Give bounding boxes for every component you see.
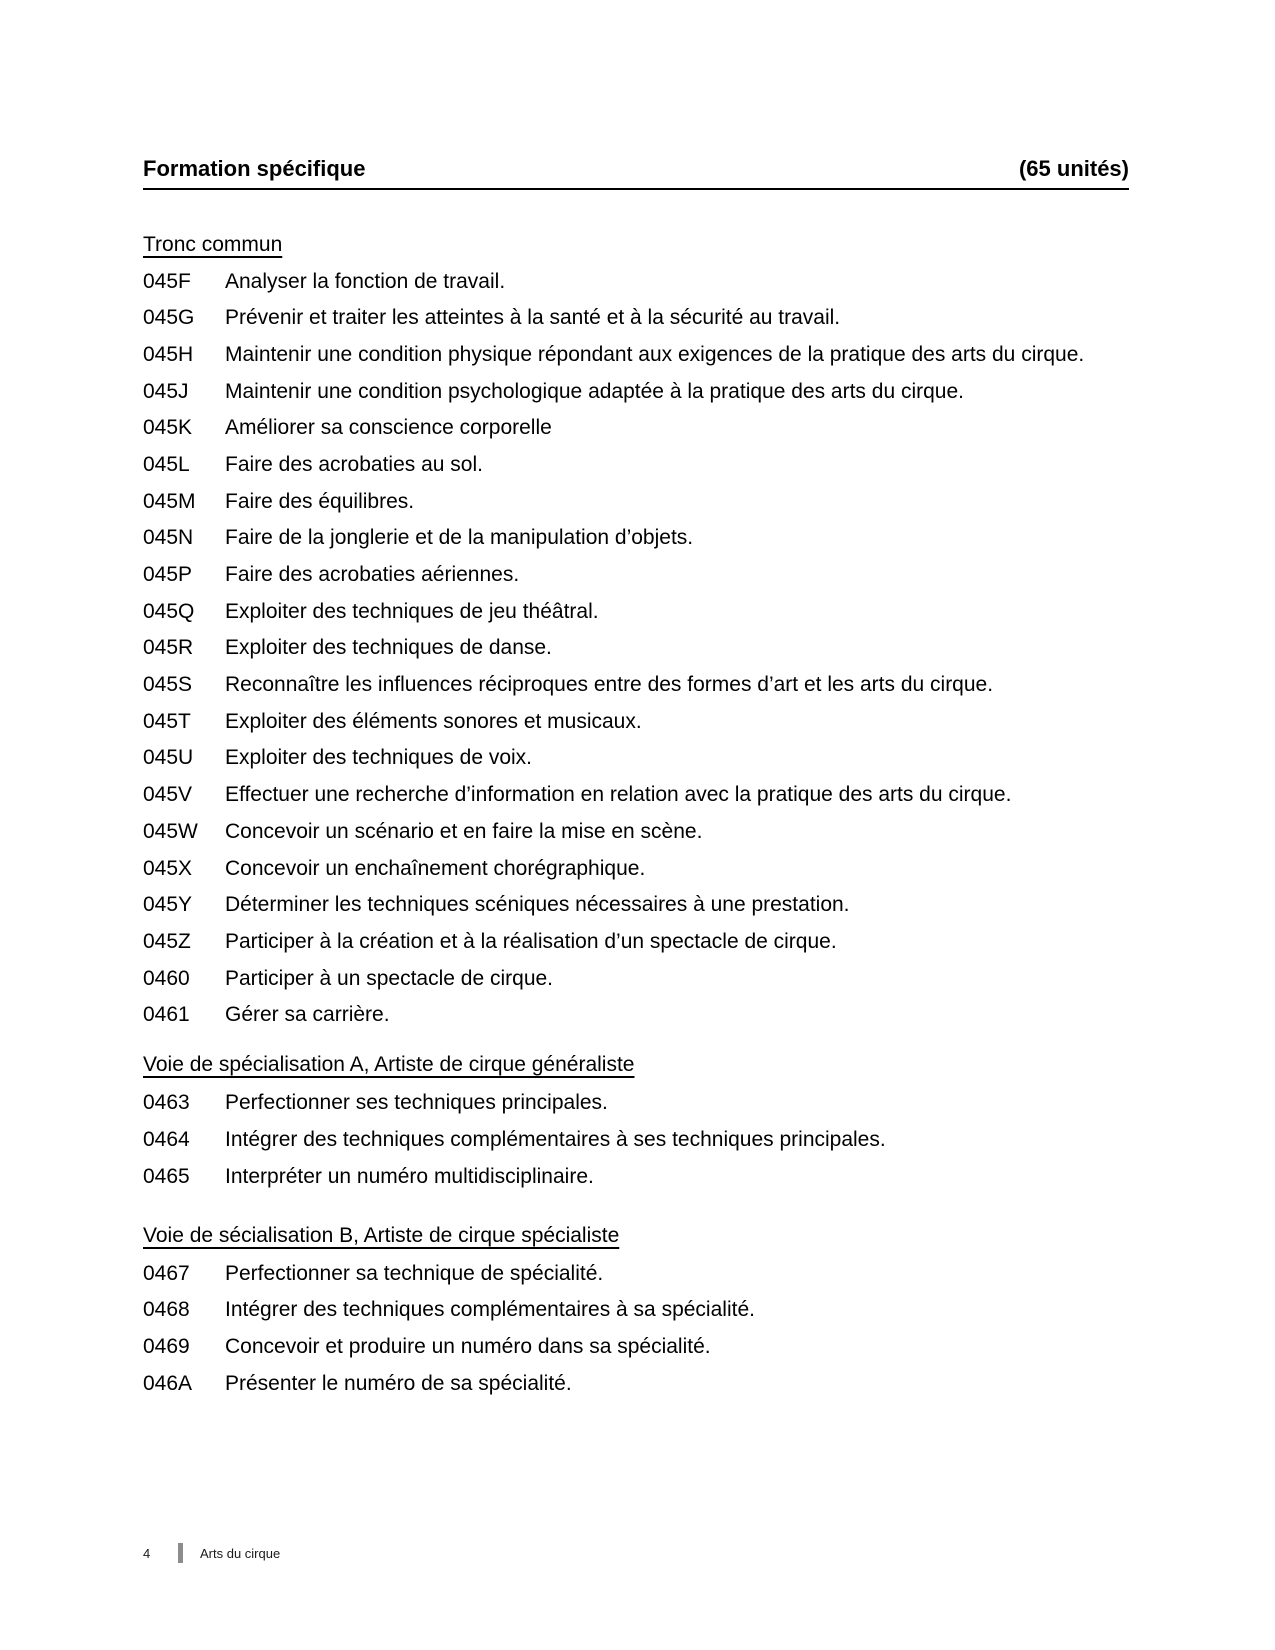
- course-row: [143, 271, 1129, 293]
- course-title: Prévenir et traiter les atteintes à la santé et à la sécurité au travail.: [225, 306, 841, 330]
- course-title: Effectuer une recherche d’information en relation avec la pratique des arts du cirque.: [225, 783, 1012, 807]
- section-heading-tronc-commun: Tronc commun: [143, 233, 283, 256]
- course-row: [143, 894, 1129, 916]
- course-title: Présenter le numéro de sa spécialité.: [225, 1371, 572, 1395]
- footer-separator-bar: [178, 1543, 183, 1563]
- course-code: 0469: [143, 1335, 190, 1358]
- course-row: [143, 821, 1129, 843]
- course-row: [143, 747, 1129, 769]
- course-code: 045W: [143, 819, 198, 843]
- course-title: Intégrer des techniques complémentaires à sa spécialité.: [225, 1298, 755, 1322]
- course-title: Concevoir et produire un numéro dans sa spécialité.: [225, 1335, 711, 1358]
- course-row: [143, 1336, 1129, 1358]
- course-title: Concevoir un scénario et en faire la mise en scène.: [225, 819, 703, 843]
- course-row: [143, 491, 1129, 513]
- course-code: 045V: [143, 783, 193, 807]
- course-code: 0463: [143, 1091, 190, 1115]
- course-row: [143, 454, 1129, 476]
- course-code: 045N: [143, 526, 194, 550]
- course-code: 045P: [143, 563, 193, 586]
- course-code: 045J: [143, 379, 189, 403]
- course-row: [143, 344, 1129, 366]
- course-code: 045G: [143, 306, 195, 330]
- course-code: 045M: [143, 489, 196, 513]
- course-title: Perfectionner ses techniques principales.: [225, 1091, 608, 1115]
- course-code: 0465: [143, 1164, 190, 1188]
- course-code: 045R: [143, 636, 194, 660]
- course-row: [143, 1004, 1129, 1026]
- course-code: 0461: [143, 1003, 190, 1027]
- course-code: 045X: [143, 856, 193, 880]
- course-row: [143, 784, 1129, 806]
- course-title: Maintenir une condition psychologique adaptée à la pratique des arts du cirque.: [225, 379, 964, 403]
- course-row: [143, 381, 1129, 403]
- course-title: Exploiter des techniques de danse.: [225, 636, 552, 660]
- course-row: [143, 527, 1129, 549]
- course-title: Interpréter un numéro multidisciplinaire.: [225, 1164, 594, 1188]
- course-title: Déterminer les techniques scéniques nécessaires à une prestation.: [225, 893, 850, 917]
- page-footer: [143, 1543, 280, 1563]
- course-row: [143, 674, 1129, 696]
- course-title: Gérer sa carrière.: [225, 1003, 390, 1027]
- section-heading-voie-a: Voie de spécialisation A, Artiste de cirque généraliste: [143, 1052, 635, 1076]
- course-row: [143, 637, 1129, 659]
- footer-doc-title: Arts du cirque: [200, 1545, 281, 1561]
- course-row: [143, 711, 1129, 733]
- course-row: [143, 307, 1129, 329]
- course-row: [143, 968, 1129, 990]
- course-row: [143, 858, 1129, 880]
- course-title: Concevoir un enchaînement chorégraphique.: [225, 856, 646, 880]
- course-title: Perfectionner sa technique de spécialité.: [225, 1261, 604, 1285]
- page-content: [143, 158, 1129, 1409]
- course-title: Faire des acrobaties aériennes.: [225, 563, 520, 586]
- course-code: 045Z: [143, 929, 191, 953]
- doc-header-units: (65 unités): [1018, 156, 1129, 181]
- doc-header-title: Formation spécifique: [143, 156, 366, 181]
- course-title: Analyser la fonction de travail.: [225, 269, 506, 293]
- course-code: 045T: [143, 709, 191, 733]
- course-row: [143, 564, 1129, 586]
- course-code: 045K: [143, 416, 193, 440]
- course-title: Maintenir une condition physique répondant aux exigences de la pratique des arts du cirque.: [225, 342, 1085, 366]
- course-code: 045H: [143, 342, 194, 366]
- course-code: 046A: [143, 1371, 193, 1395]
- course-code: 0464: [143, 1127, 190, 1151]
- page-number: 4: [143, 1545, 151, 1561]
- course-title: Faire des acrobaties au sol.: [225, 452, 483, 476]
- course-title: Exploiter des techniques de jeu théâtral.: [225, 599, 599, 623]
- course-title: Reconnaître les influences réciproques entre des formes d’art et les arts du cirque.: [225, 673, 994, 697]
- course-code: 0467: [143, 1261, 190, 1285]
- course-code: 0468: [143, 1298, 190, 1322]
- course-row: [143, 417, 1129, 439]
- course-row: [143, 1299, 1129, 1321]
- course-title: Exploiter des éléments sonores et musicaux.: [225, 709, 642, 733]
- course-code: 045S: [143, 673, 193, 697]
- course-row: [143, 1092, 1129, 1114]
- course-code: 045Q: [143, 599, 195, 623]
- course-title: Exploiter des techniques de voix.: [225, 746, 533, 770]
- course-row: [143, 601, 1129, 623]
- course-code: 045F: [143, 269, 191, 293]
- course-code: 045Y: [143, 893, 193, 917]
- course-code: 045U: [143, 746, 194, 770]
- course-code: 045L: [143, 452, 190, 476]
- course-row: [143, 1166, 1129, 1188]
- course-title: Faire de la jonglerie et de la manipulation d’objets.: [225, 526, 694, 550]
- course-title: Améliorer sa conscience corporelle: [225, 416, 552, 440]
- course-code: 0460: [143, 966, 190, 990]
- course-title: Intégrer des techniques complémentaires à ses techniques principales.: [225, 1127, 886, 1151]
- course-row: [143, 1129, 1129, 1151]
- course-title: Participer à un spectacle de cirque.: [225, 966, 554, 990]
- course-row: [143, 1263, 1129, 1285]
- section-heading-voie-b: Voie de sécialisation B, Artiste de cirque spécialiste: [143, 1224, 620, 1248]
- course-row: [143, 1373, 1129, 1395]
- course-row: [143, 931, 1129, 953]
- course-title: Participer à la création et à la réalisation d’un spectacle de cirque.: [225, 929, 837, 953]
- course-title: Faire des équilibres.: [225, 489, 415, 513]
- doc-header: [143, 158, 1129, 190]
